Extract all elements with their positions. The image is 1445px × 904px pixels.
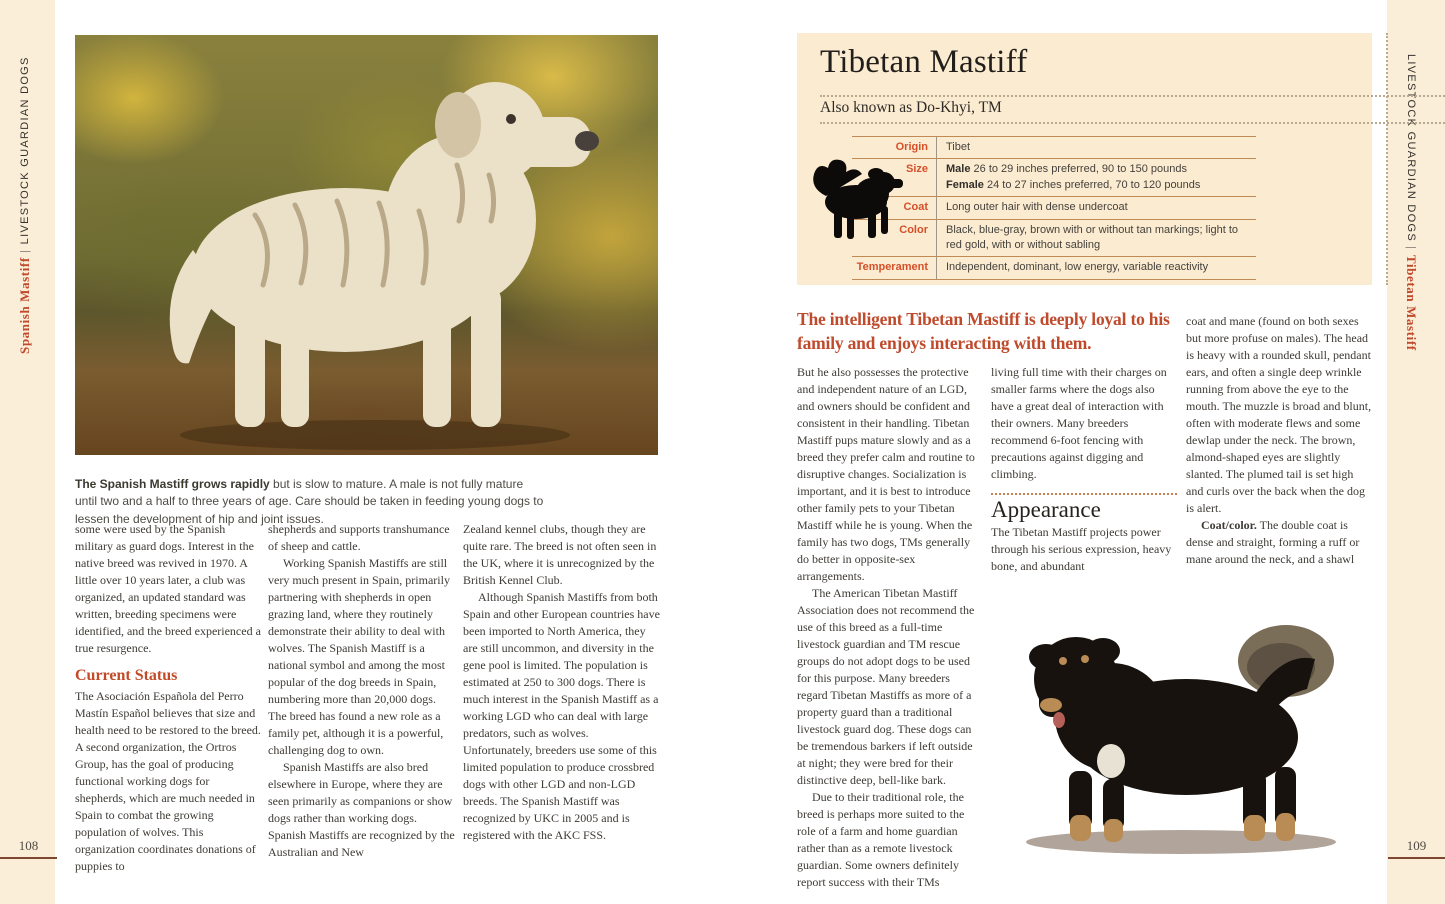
caption-lead: The Spanish Mastiff grows rapidly (75, 477, 270, 491)
info-value: Long outer hair with dense undercoat (936, 197, 1256, 218)
spanish-mastiff-photo (75, 35, 658, 455)
left-column-2 (268, 521, 456, 861)
info-value (936, 159, 1256, 196)
paragraph: some were used by the Spanish military as guard dogs. Interest in the native breed was revived in 1970. A little over 10 years later, a club was organized, an updated standard was written, breeding specimens were identified, and the breed experienced a true resurgence. (75, 522, 261, 655)
left-spine-breed: Spanish Mastiff (17, 257, 32, 354)
table-row-temperament (852, 256, 1256, 279)
male-label: Male (946, 163, 971, 176)
size-male-line (946, 162, 1256, 177)
right-spine-section: LIVESTOCK GUARDIAN DOGS (1405, 54, 1417, 243)
paragraph (1186, 517, 1372, 568)
paragraph: The Asociación Española del Perro Mastín Español believes that size and health need to be restored to the breed. A second organization, the Ortros Group, has the goal of producing functional working dogs for shepherds, which are much needed in Spain to combat the growing population of wolves. This organization coordinates donations of puppies to (75, 689, 261, 873)
table-row-color (852, 219, 1256, 257)
paragraph: shepherds and supports transhumance of sheep and cattle. (268, 522, 450, 553)
right-spine-label (1403, 54, 1419, 364)
right-spine-separator: | (1405, 246, 1417, 251)
right-column-1 (797, 364, 983, 891)
tibetan-mastiff-silhouette-icon (806, 158, 904, 246)
appearance-dotted-rule (991, 493, 1177, 495)
table-row-size (852, 158, 1256, 196)
info-label: Coat (903, 201, 928, 214)
right-spine-breed: Tibetan Mastiff (1404, 254, 1419, 351)
page-number-rule-right (1388, 857, 1445, 859)
info-label: Origin (895, 141, 928, 153)
coat-color-lead: Coat/color. (1201, 518, 1257, 532)
info-value: Independent, dominant, low energy, variable reactivity (936, 257, 1256, 278)
paragraph: Due to their traditional role, the breed is perhaps more suited to the role of a farm and home guardian rather than as a remote livestock guardian. Some owners definitely report success with their TMs (797, 790, 965, 889)
left-spine-separator: | (19, 248, 31, 253)
paragraph: But he also possesses the protective and independent nature of an LGD, and owners should be confident and consistent in their handling. Tibetan Mastiff pups mature slowly and as a breed they prefer calm and routine to disruptive changes. Socialization is important, and it is best to introduce other family pets to your Tibetan Mastiff while he is young. When the family has two dogs, TMs generally do better in opposite-sex arrangements. (797, 365, 975, 583)
paragraph: Working Spanish Mastiffs are still very much present in Spain, primarily partnering with shepherds in open grazing land, where they routinely demonstrate their ability to deal with wolves. The Spanish Mastiff is a national symbol and among the most popular of the dog breeds in Spain, numbering more than 20,000 dogs. The breed has found a new role as a family pet, although it is a powerful, challenging dog to own. (268, 556, 450, 757)
breed-title: Tibetan Mastiff (820, 44, 1028, 80)
info-label: Temperament (856, 261, 928, 274)
header-dotted-rule-2 (820, 122, 1445, 124)
female-text: 24 to 27 inches preferred, 70 to 120 pounds (983, 178, 1201, 191)
left-spine-section: LIVESTOCK GUARDIAN DOGS (19, 56, 31, 245)
page-number-rule-left (0, 857, 57, 859)
current-status-heading: Current Status (75, 667, 178, 684)
info-label: Size (905, 163, 928, 176)
header-edge-dotted-rule (1386, 33, 1388, 285)
info-value: Black, blue-gray, brown with or without tan markings; light to red gold, with or without sabling (936, 220, 1256, 257)
female-label: Female (946, 178, 984, 191)
left-column-1 (75, 521, 261, 875)
intro-headline: The intelligent Tibetan Mastiff is deeply loyal to his family and enjoys interacting with them. (797, 309, 1170, 353)
paragraph: Zealand kennel clubs, though they are quite rare. The breed is not often seen in the UK, where it is unrecognized by the British Kennel Club. (463, 522, 657, 587)
caption-body: but is slow to mature. A male is not fully mature until two and a half to three years of age. Care should be taken in feeding young dogs to lessen the development of hip and joint issues. (75, 477, 544, 526)
paragraph: coat and mane (found on both sexes but more profuse on males). The head is heavy with a rounded skull, pendant ears, and often a single deep wrinkle running from above the eye to the mouth. The muzzle is broad and blunt, often with moderate flews and some dewlap under the neck. The brown, almond-shaped eyes are slightly slanted. The plumed tail is set high and curls over the back when the dog is alert. (1186, 314, 1372, 515)
left-spine-label (17, 44, 33, 354)
paragraph: The American Tibetan Mastiff Association does not recommend the use of this breed as a full-time livestock guardian and TM rescue groups do not adopt dogs to be used for this purpose. Many breeders regard Tibetan Mastiffs as more of a property guard than a traditional livestock guard dog. These dogs can be tremendous barkers if left outside at night; they were bred for their distinctive deep, bell-like bark. (797, 586, 975, 787)
breed-info-table (852, 136, 1256, 280)
coat-color-text: The double coat is dense and straight, forming a ruff or mane around the neck, and a shawl (1186, 518, 1360, 566)
page-number-left: 108 (18, 838, 39, 853)
tibetan-mastiff-photo (991, 589, 1372, 858)
table-row-origin (852, 136, 1256, 158)
paragraph: Although Spanish Mastiffs from both Spain and other European countries have been imported to North America, they are still uncommon, and diversity in the gene pool is limited. The population is estimated at 250 to 300 dogs. There is much interest in the Spanish Mastiff as a working LGD who can deal with large predators, such as wolves. Unfortunately, breeders use some of this limited population to produce crossbred dogs with other LGD and non-LGD breeds. The Spanish Mastiff was recognized by UKC in 2005 and is registered with the AKC FSS. (463, 590, 660, 842)
male-text: 26 to 29 inches preferred, 90 to 150 pounds (970, 163, 1187, 176)
appearance-heading: Appearance (991, 497, 1101, 522)
info-value: Tibet (936, 137, 1256, 158)
size-female-line (946, 178, 1256, 193)
page-number-right: 109 (1406, 838, 1427, 853)
right-column-2 (991, 364, 1177, 575)
info-label: Color (899, 223, 928, 236)
tibetan-mastiff-figure (991, 589, 1372, 858)
breed-subtitle: Also known as Do-Khyi, TM (820, 99, 1002, 116)
paragraph: Spanish Mastiffs are also bred elsewhere in Europe, where they are seen primarily as companions or show dogs rather than working dogs. Spanish Mastiffs are recognized by the Australian and New (268, 760, 455, 859)
left-column-3 (463, 521, 660, 844)
table-row-coat (852, 196, 1256, 218)
right-column-3 (1186, 313, 1372, 568)
spanish-mastiff-figure (75, 35, 658, 455)
paragraph: The Tibetan Mastiff projects power through his serious expression, heavy bone, and abundant (991, 525, 1172, 573)
paragraph: living full time with their charges on smaller farms where the dogs also have a great deal of interaction with their owners. Many breeders recommend 6-foot fencing with precautions against digging and climbing. (991, 365, 1167, 481)
header-dotted-rule-1 (820, 95, 1445, 97)
